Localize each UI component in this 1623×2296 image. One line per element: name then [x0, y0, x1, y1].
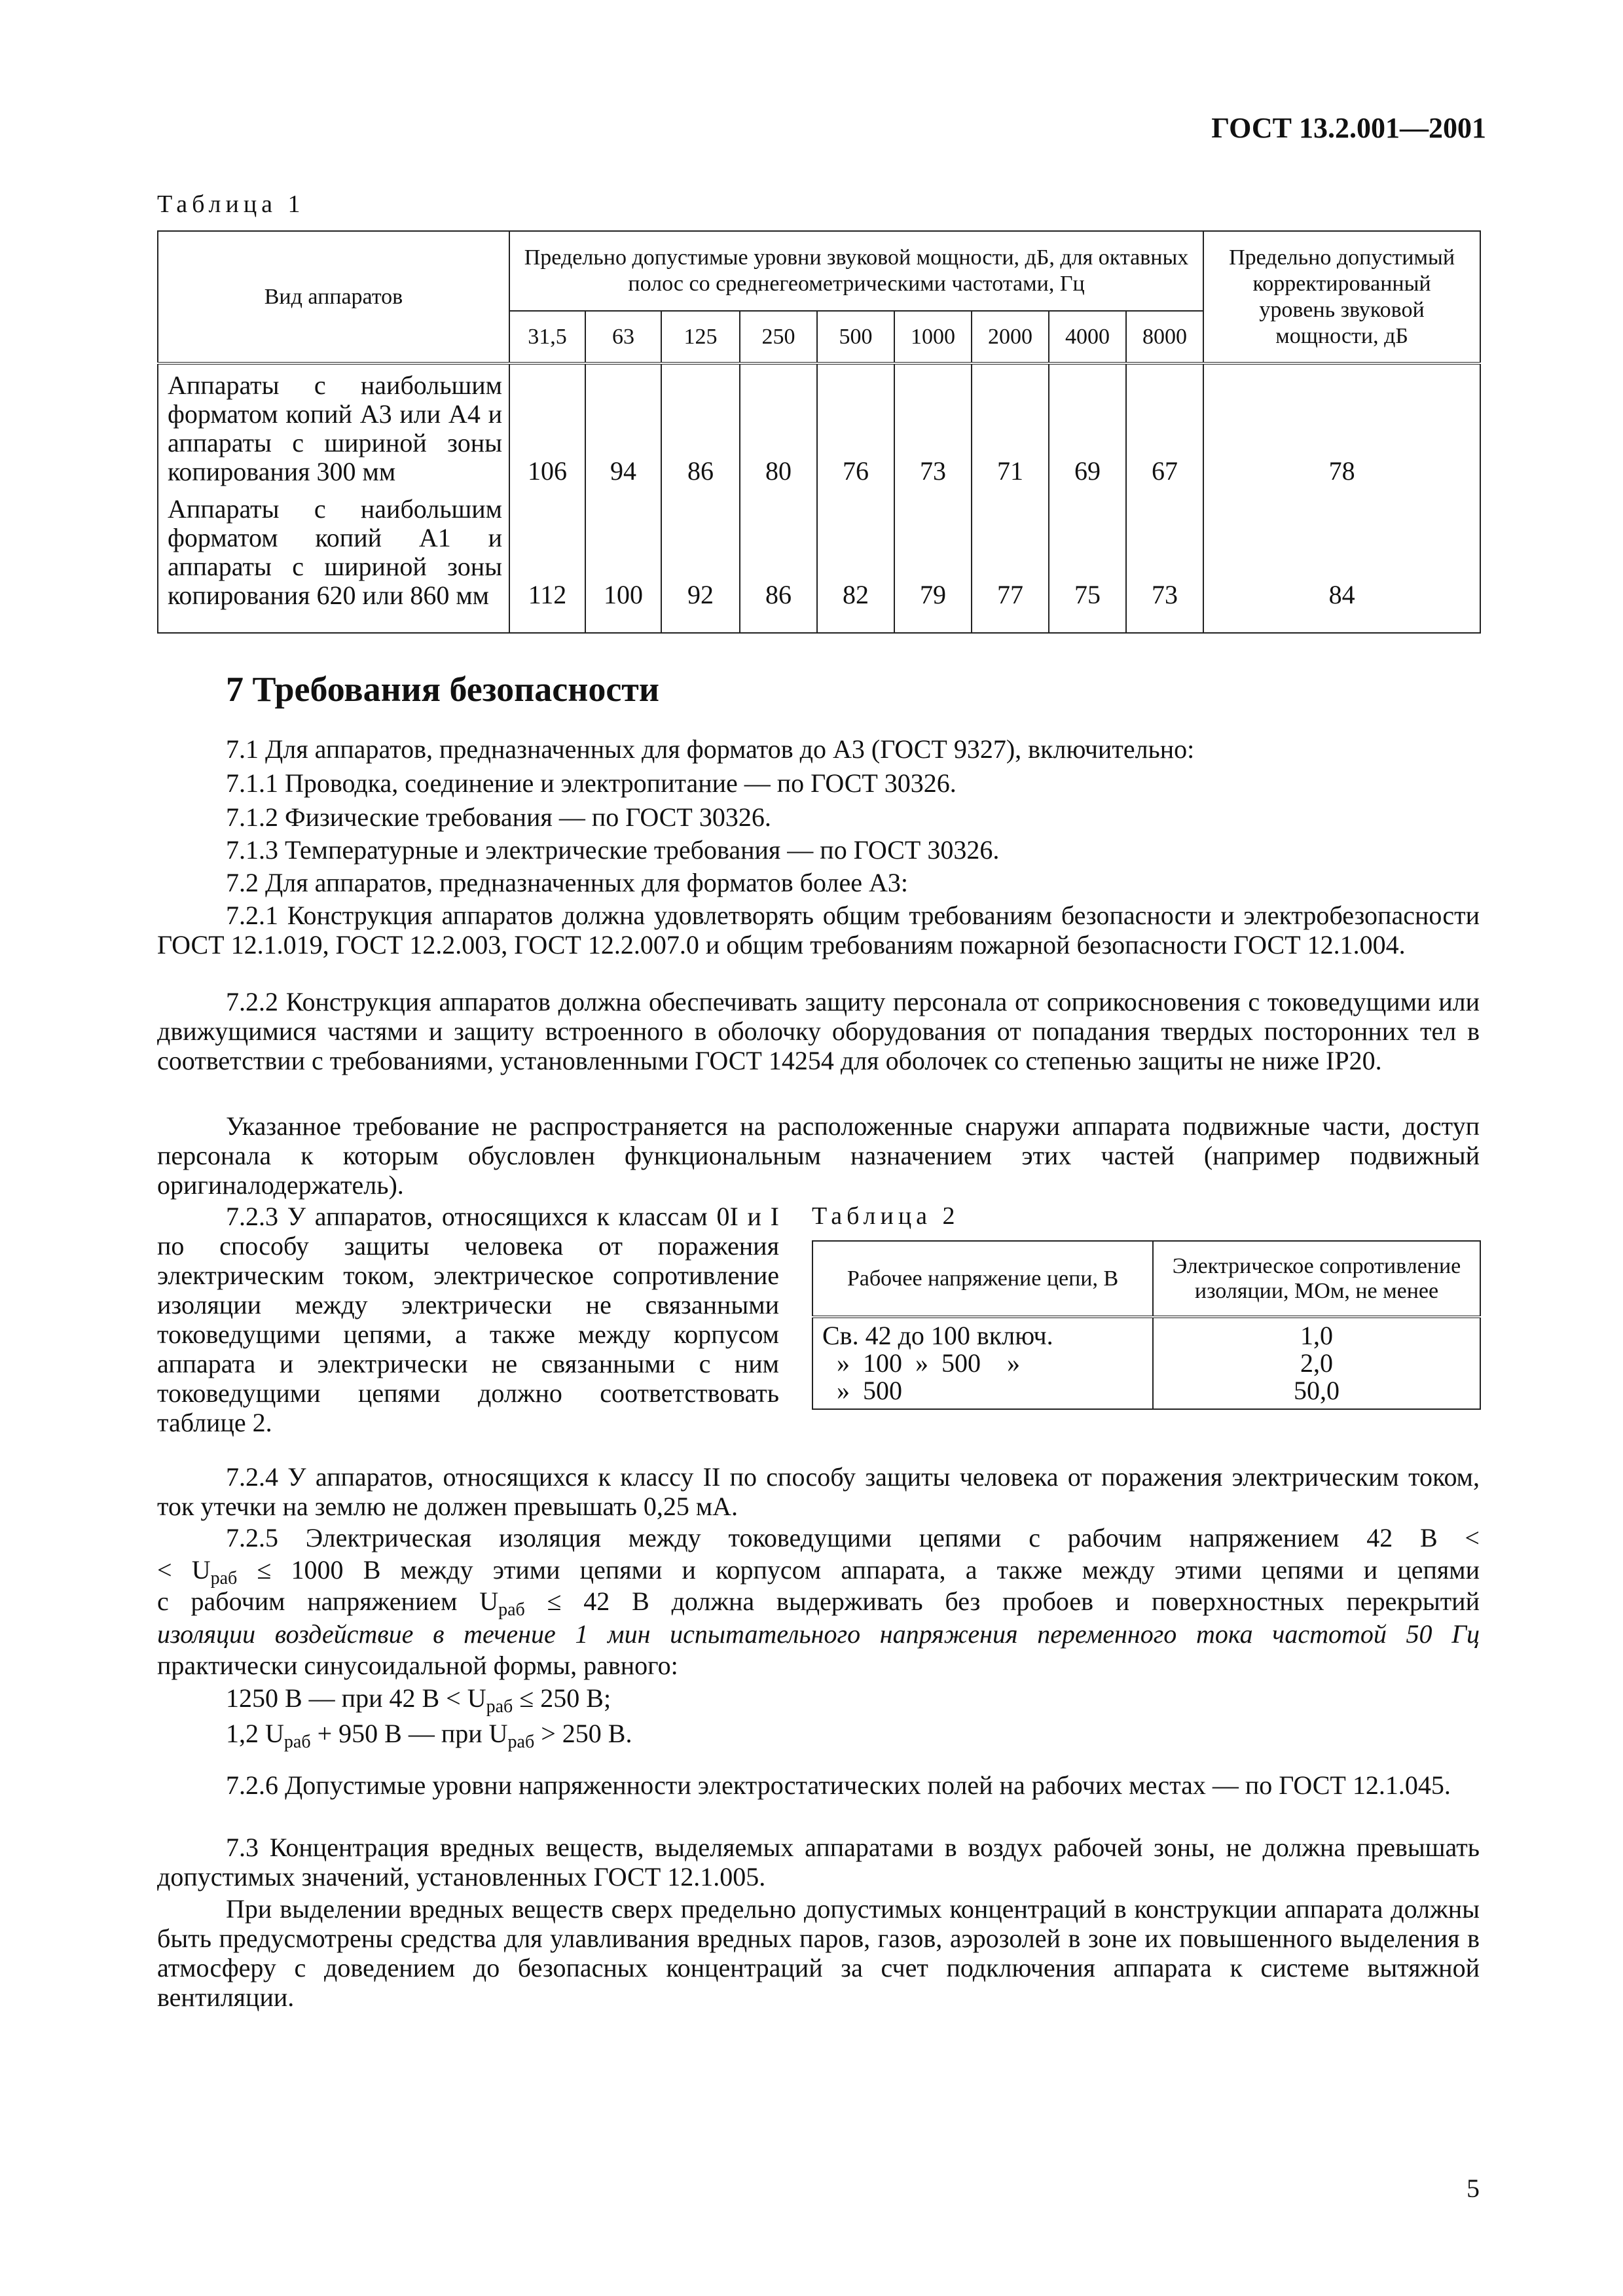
freq-header: 125	[661, 311, 740, 363]
paragraph: 7.3 Концентрация вредных веществ, выделяемых аппаратами в воздух рабочей зоны, не должна превышать допустимых значений, установленных ГОСТ 12.1.005.	[157, 1833, 1480, 1892]
text: + 950 В — при U	[310, 1719, 508, 1748]
subscript: раб	[486, 1696, 513, 1717]
text: < U	[157, 1555, 211, 1585]
paragraph: 7.1 Для аппаратов, предназначенных для форматов до А3 (ГОСТ 9327), включительно:	[226, 734, 1195, 764]
paragraph: 7.2.6 Допустимые уровни напряженности электростатических полей на рабочих местах — по ГОСТ 12.1.045.	[226, 1770, 1451, 1800]
table1-row-name: Аппараты с наибольшим форматом копий А1 и аппараты с шириной зоны копирования 620 или 860 мм	[158, 490, 509, 633]
table1-header-name: Вид аппаратов	[158, 231, 509, 363]
page-number: 5	[1467, 2174, 1480, 2203]
table1-header-corrected: Предельно допустимый корректированный уровень звуковой мощности, дБ	[1203, 231, 1480, 363]
paragraph: 7.1.3 Температурные и электрические требования — по ГОСТ 30326.	[226, 835, 1000, 865]
paragraph: 7.2.3 У аппаратов, относящихся к классам 0I и I по способу защиты человека от поражения электрическим током, электрическое сопротивление изоляции между электрически не связанными токоведущими цепями, а также между корпусом аппарата и электрически не связанными с ним токоведущими цепями должно соответствовать таблице 2.	[157, 1202, 779, 1437]
table-cell: 69	[1049, 363, 1126, 490]
table-cell: 82	[817, 490, 894, 633]
table2-voltage: » 100 » 500 »	[837, 1348, 1020, 1378]
table-cell: 106	[509, 363, 585, 490]
table2-caption: Таблица 2	[812, 1202, 960, 1230]
table-row	[158, 363, 1480, 490]
section-title: 7 Требования безопасности	[226, 670, 659, 709]
table-cell: 73	[894, 363, 972, 490]
table-cell: 92	[661, 490, 740, 633]
subscript: раб	[283, 1732, 311, 1752]
table1-row-name: Аппараты с наибольшим форматом копий А3 или А4 и аппараты с шириной зоны копирования 300 мм	[158, 363, 509, 490]
text: 1250 В — при 42 В < U	[226, 1683, 486, 1713]
paragraph: 7.2 Для аппаратов, предназначенных для форматов более А3:	[226, 868, 908, 897]
formula	[226, 1719, 632, 1752]
table-cell: 84	[1203, 490, 1480, 633]
text: 1,2 U	[226, 1719, 284, 1748]
freq-header: 63	[585, 311, 661, 363]
table-cell: 100	[585, 490, 661, 633]
text: ≤ 1000 В между этими цепями и корпусом аппарата, а также между этими цепями и цепями	[237, 1555, 1480, 1585]
table-row	[158, 490, 1480, 633]
subscript: раб	[498, 1600, 525, 1620]
document-id: ГОСТ 13.2.001—2001	[1211, 112, 1486, 144]
paragraph-line: практически синусоидальной формы, равного:	[157, 1651, 678, 1680]
text: с рабочим напряжением U	[157, 1587, 499, 1616]
text: изоляции воздействие в течение 1 мин испытательного напряжения переменного тока частотой 50 Гц	[157, 1619, 1480, 1649]
table-cell: 78	[1203, 363, 1480, 490]
paragraph: 7.2.2 Конструкция аппаратов должна обеспечивать защиту персонала от соприкосновения с токоведущими или движущимися частями и защиту встроенного в оболочку оборудования от попадания твердых посторонних тел в соответствии с требованиями, установленными ГОСТ 14254 для оболочек со степенью защиты не ниже IP20.	[157, 987, 1480, 1075]
freq-header: 4000	[1049, 311, 1126, 363]
table-cell: 73	[1126, 490, 1203, 633]
table-cell: 112	[509, 490, 585, 633]
paragraph-line	[157, 1587, 1480, 1620]
table-cell: 76	[817, 363, 894, 490]
freq-header: 31,5	[509, 311, 585, 363]
table1-caption: Таблица 1	[157, 190, 305, 218]
table-cell: 77	[972, 490, 1049, 633]
subscript: раб	[210, 1568, 238, 1588]
table2-voltage: » 500	[837, 1376, 902, 1405]
table2-resistance: 1,0	[1300, 1321, 1333, 1350]
paragraph-line: 7.2.5 Электрическая изоляция между токоведущими цепями с рабочим напряжением 42 В <	[226, 1523, 1480, 1552]
table1-header-levels: Предельно допустимые уровни звуковой мощности, дБ, для октавных полос со среднегеометрическими частотами, Гц	[509, 231, 1203, 311]
paragraph: 7.2.4 У аппаратов, относящихся к классу II по способу защиты человека от поражения электрическим током, ток утечки на землю не должен превышать 0,25 мА.	[157, 1462, 1480, 1521]
formula	[226, 1683, 611, 1717]
freq-header: 1000	[894, 311, 972, 363]
table-cell: 71	[972, 363, 1049, 490]
freq-header: 250	[740, 311, 817, 363]
table2-resistance: 2,0	[1300, 1348, 1333, 1378]
table-cell: 80	[740, 363, 817, 490]
table-cell: 75	[1049, 490, 1126, 633]
freq-header: 2000	[972, 311, 1049, 363]
paragraph: Указанное требование не распространяется на расположенные снаружи аппарата подвижные части, доступ персонала к которым обусловлен функциональным назначением этих частей (например подвижный оригиналодержатель).	[157, 1111, 1480, 1200]
table2-resistance: 50,0	[1294, 1376, 1340, 1405]
freq-header: 500	[817, 311, 894, 363]
table2-voltage: Св. 42 до 100 включ.	[822, 1321, 1053, 1350]
table2-voltage-cell	[812, 1317, 1153, 1409]
table-cell: 86	[661, 363, 740, 490]
paragraph: При выделении вредных веществ сверх предельно допустимых концентраций в конструкции аппарата должны быть предусмотрены средства для улавливания вредных паров, газов, аэрозолей в зоне их повышенного выделения в атмосферу с доведением до безопасных концентраций за счет подключения аппарата к системе вытяжной вентиляции.	[157, 1894, 1480, 2012]
table2-header-voltage: Рабочее напряжение цепи, В	[812, 1241, 1153, 1317]
subscript: раб	[507, 1732, 535, 1752]
paragraph: 7.2.1 Конструкция аппаратов должна удовлетворять общим требованиям безопасности и электробезопасности ГОСТ 12.1.019, ГОСТ 12.2.003, ГОСТ 12.2.007.0 и общим требованиям пожарной безопасности ГОСТ 12.1.004.	[157, 901, 1480, 960]
table-cell: 79	[894, 490, 972, 633]
paragraph: 7.1.2 Физические требования — по ГОСТ 30326.	[226, 802, 771, 832]
text: ≤ 42 В должна выдерживать без пробоев и поверхностных перекрытий	[524, 1587, 1480, 1616]
table-cell: 67	[1126, 363, 1203, 490]
text: ≤ 250 В;	[513, 1683, 611, 1713]
paragraph-line	[157, 1555, 1480, 1588]
paragraph: 7.1.1 Проводка, соединение и электропитание — по ГОСТ 30326.	[226, 768, 957, 798]
table-cell: 94	[585, 363, 661, 490]
table2-resistance-cell	[1153, 1317, 1480, 1409]
table2-header-resistance: Электрическое сопротивление изоляции, МОм, не менее	[1153, 1241, 1480, 1317]
text: > 250 В.	[534, 1719, 632, 1748]
table-cell: 86	[740, 490, 817, 633]
paragraph-line	[157, 1619, 1480, 1649]
table1	[157, 230, 1481, 634]
table2	[812, 1240, 1481, 1410]
freq-header: 8000	[1126, 311, 1203, 363]
